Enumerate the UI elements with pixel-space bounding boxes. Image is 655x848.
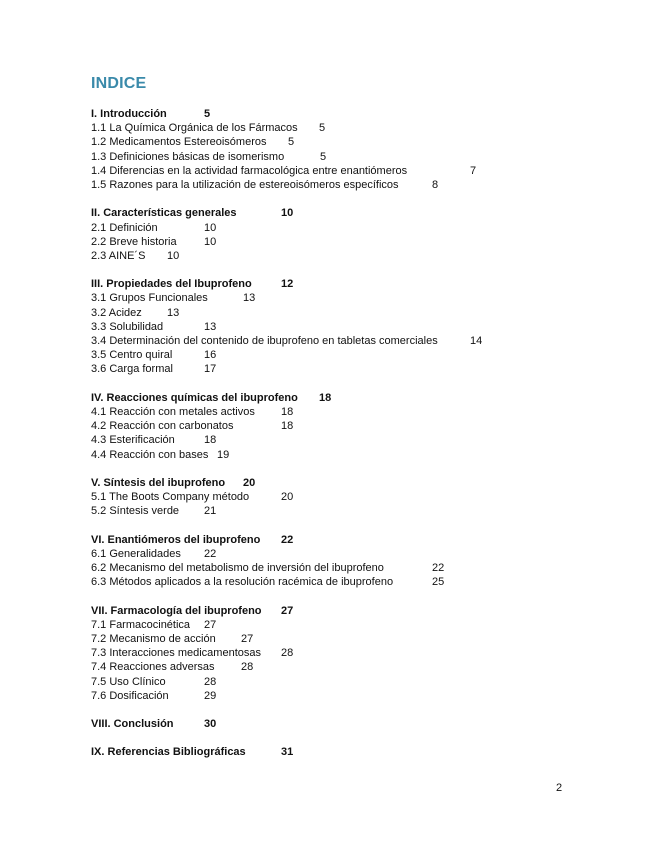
heading-page-number: 12 [281,278,294,291]
toc-entry [91,135,611,149]
entry-page-number: 13 [243,292,256,305]
heading-label: V. Síntesis del ibuprofeno [91,476,226,489]
entry-label: 7.2 Mecanismo de acción [91,632,216,645]
entry-label: 6.3 Métodos aplicados a la resolución racémica de ibuprofeno [91,576,394,589]
entry-page-number: 29 [204,689,217,702]
toc-entry [91,178,611,192]
toc-section-heading [91,277,611,291]
heading-page-number: 20 [243,476,256,489]
entry-page-number: 18 [281,405,294,418]
heading-page-number: 18 [319,391,332,404]
entry-label: 3.5 Centro quiral [91,349,173,362]
heading-page-number: 10 [281,207,294,220]
toc-section-heading [91,717,611,731]
toc-section [91,391,611,462]
toc-entry [91,490,611,504]
entry-label: 7.5 Uso Clínico [91,675,166,688]
toc-section-heading [91,206,611,220]
heading-label: IV. Reacciones químicas del ibuprofeno [91,391,298,404]
entry-page-number: 22 [204,547,217,560]
toc-section [91,206,611,263]
heading-page-number: 27 [281,604,294,617]
toc-entry [91,419,611,433]
toc-entry [91,675,611,689]
toc-entry [91,689,611,703]
table-of-contents [91,107,611,774]
toc-entry [91,334,611,348]
entry-label: 3.2 Acidez [91,306,142,319]
entry-label: 4.1 Reacción con metales activos [91,405,255,418]
entry-label: 3.1 Grupos Funcionales [91,292,208,305]
toc-entry [91,291,611,305]
entry-label: 6.2 Mecanismo del metabolismo de inversión del ibuprofeno [91,562,384,574]
entry-page-number: 10 [204,235,217,248]
entry-label: 4.3 Esterificación [91,434,175,447]
heading-label: III. Propiedades del Ibuprofeno [91,278,252,291]
toc-section-heading [91,476,611,490]
entry-page-number: 28 [204,675,217,688]
entry-label: 6.1 Generalidades [91,547,181,560]
entry-label: 3.4 Determinación del contenido de ibuprofeno en tabletas comerciales [91,335,438,347]
toc-entry [91,320,611,334]
entry-label: 7.1 Farmacocinética [91,618,191,631]
entry-label: 1.1 La Química Orgánica de los Fármacos [91,122,298,135]
entry-page-number: 19 [217,448,230,461]
toc-section [91,745,611,759]
entry-page-number: 5 [320,150,327,163]
toc-entry [91,618,611,632]
heading-page-number: 5 [204,108,211,120]
entry-page-number: 18 [204,434,217,447]
entry-page-number: 28 [241,661,254,674]
toc-entry [91,405,611,419]
toc-section [91,107,611,192]
entry-page-number: 27 [204,618,217,631]
toc-entry [91,632,611,646]
toc-section-heading [91,107,611,121]
entry-page-number: 25 [432,576,445,589]
heading-label: I. Introducción [91,108,167,120]
entry-page-number: 18 [281,420,294,433]
toc-section [91,277,611,376]
heading-label: II. Características generales [91,207,237,220]
heading-page-number: 22 [281,533,294,546]
entry-page-number: 10 [167,249,180,262]
entry-page-number: 10 [204,221,217,234]
entry-page-number: 14 [470,335,483,347]
entry-label: 3.3 Solubilidad [91,320,164,333]
toc-section-heading [91,391,611,405]
heading-label: IX. Referencias Bibliográficas [91,746,246,759]
entry-page-number: 21 [204,505,217,518]
entry-label: 2.1 Definición [91,221,158,234]
heading-label: VIII. Conclusión [91,718,174,731]
toc-entry [91,235,611,249]
toc-entry [91,561,611,575]
toc-entry [91,504,611,518]
entry-page-number: 7 [470,164,477,177]
entry-page-number: 5 [288,136,295,149]
toc-section-heading [91,604,611,618]
toc-entry [91,249,611,263]
entry-label: 2.2 Breve historia [91,235,177,248]
heading-page-number: 31 [281,746,294,759]
entry-page-number: 13 [204,320,217,333]
entry-page-number: 28 [281,647,294,660]
entry-page-number: 17 [204,363,217,376]
toc-section [91,604,611,703]
entry-label: 7.3 Interacciones medicamentosas [91,647,261,660]
entry-label: 2.3 AINE´S [91,249,146,262]
heading-page-number: 30 [204,718,217,731]
toc-section [91,717,611,731]
entry-label: 5.1 The Boots Company método [91,491,250,504]
toc-section [91,476,611,519]
toc-section-heading [91,533,611,547]
entry-page-number: 22 [432,562,445,574]
entry-page-number: 8 [432,178,439,191]
entry-label: 3.6 Carga formal [91,363,173,376]
entry-label: 4.4 Reacción con bases [91,448,209,461]
entry-label: 1.5 Razones para la utilización de estereoisómeros específicos [91,178,399,191]
heading-label: VI. Enantiómeros del ibuprofeno [91,533,261,546]
toc-entry [91,660,611,674]
toc-entry [91,575,611,589]
toc-section-heading [91,745,611,759]
entry-page-number: 13 [167,306,180,319]
toc-entry [91,433,611,447]
entry-page-number: 20 [281,491,294,504]
toc-entry [91,348,611,362]
toc-entry [91,547,611,561]
entry-label: 7.4 Reacciones adversas [91,661,215,674]
entry-label: 1.4 Diferencias en la actividad farmacológica entre enantiómeros [91,164,408,177]
toc-section [91,533,611,590]
entry-page-number: 16 [204,349,217,362]
toc-entry [91,164,611,178]
toc-entry [91,448,611,462]
toc-entry [91,306,611,320]
entry-page-number: 5 [319,122,326,135]
page-number: 2 [556,782,563,794]
entry-label: 7.6 Dosificación [91,689,169,702]
entry-label: 1.3 Definiciones básicas de isomerismo [91,150,285,163]
index-title: INDICE [91,75,147,92]
entry-label: 1.2 Medicamentos Estereoisómeros [91,136,267,149]
toc-entry [91,362,611,376]
toc-entry [91,646,611,660]
entry-label: 4.2 Reacción con carbonatos [91,420,234,433]
toc-entry [91,150,611,164]
toc-entry [91,221,611,235]
toc-entry [91,121,611,135]
entry-page-number: 27 [241,632,254,645]
entry-label: 5.2 Síntesis verde [91,505,180,518]
heading-label: VII. Farmacología del ibuprofeno [91,604,262,617]
